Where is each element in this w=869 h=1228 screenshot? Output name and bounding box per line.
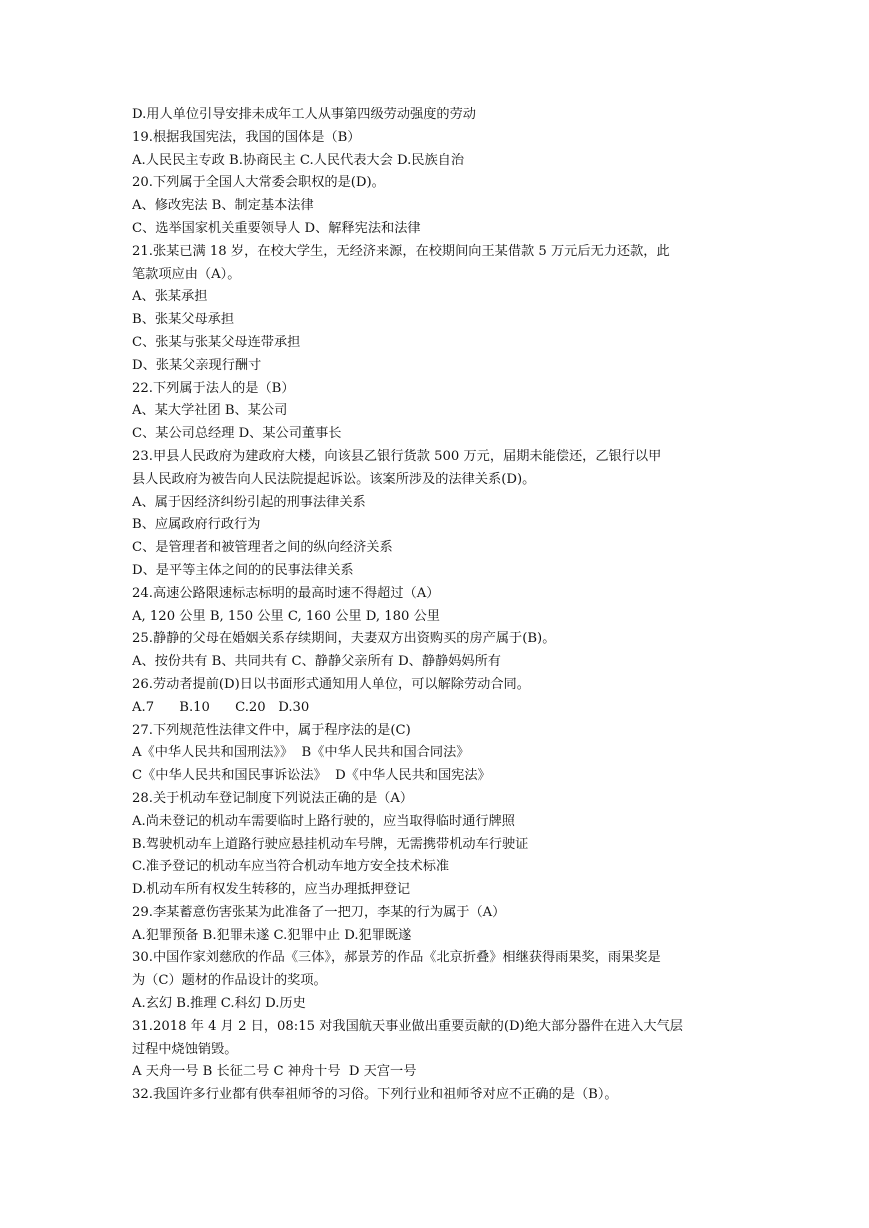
- question-30: 30.中国作家刘慈欣的作品《三体》，郝景芳的作品《北京折叠》相继获得雨果奖，雨果奖是: [132, 950, 661, 966]
- question-27-options-cd: C《中华人民共和国民事诉讼法》 D《中华人民共和国宪法》: [132, 768, 491, 784]
- question-21-option-b: B、张某父母承担: [132, 312, 235, 328]
- question-22-options-ab: A、某大学社团 B、某公司: [132, 403, 288, 419]
- question-25: 25.静静的父母在婚姻关系存续期间，夫妻双方出资购买的房产属于(B)。: [132, 631, 556, 647]
- question-23-option-c: C、是管理者和被管理者之间的纵向经济关系: [132, 540, 393, 556]
- question-27-options-ab: A《中华人民共和国刑法》》 B《中华人民共和国合同法》: [132, 745, 470, 761]
- question-19-options: A.人民民主专政 B.协商民主 C.人民代表大会 D.民族自治: [132, 152, 465, 168]
- question-27: 27.下列规范性法律文件中，属于程序法的是(C): [132, 722, 411, 738]
- question-25-options: A、按份共有 B、共同共有 C、静静父亲所有 D、静静妈妈所有: [132, 654, 501, 670]
- question-26: 26.劳动者提前(D)日以书面形式通知用人单位，可以解除劳动合同。: [132, 676, 530, 692]
- question-28-option-d: D.机动车所有权发生转移的，应当办理抵押登记: [132, 882, 411, 898]
- question-29: 29.李某蓄意伤害张某为此准备了一把刀，李某的行为属于（A）: [132, 904, 506, 920]
- question-22-options-cd: C、某公司总经理 D、某公司董事长: [132, 426, 342, 442]
- question-23: 23.甲县人民政府为建政府大楼，向该县乙银行货款 500 万元，届期未能偿还，乙银行以甲: [132, 448, 662, 464]
- text-line-d-option: D.用人单位引导安排未成年工人从事第四级劳动强度的劳动: [132, 107, 476, 122]
- question-19: 19.根据我国宪法，我国的国体是（B）: [132, 129, 361, 145]
- question-20: 20.下列属于全国人大常委会职权的是(D)。: [132, 175, 385, 191]
- question-31: 31.2018 年 4 月 2 日，08:15 对我国航天事业做出重要贡献的(D)绝大部分器件在进入大气层: [132, 1018, 683, 1034]
- question-20-options-cd: C、选举国家机关重要领导人 D、解释宪法和法律: [132, 220, 421, 236]
- question-21-option-a: A、张某承担: [132, 289, 208, 305]
- question-29-options: A.犯罪预备 B.犯罪未遂 C.犯罪中止 D.犯罪既遂: [132, 927, 412, 943]
- question-24-options: A, 120 公里 B, 150 公里 C, 160 公里 D, 180 公里: [132, 608, 440, 624]
- document-body: [132, 104, 744, 1107]
- question-21-option-d: D、张某父亲现行酬寸: [132, 357, 262, 373]
- question-23-cont: 县人民政府为被告向人民法院提起诉讼。该案所涉及的法律关系(D)。: [132, 471, 536, 487]
- question-24: 24.高速公路限速标志标明的最高时速不得超过（A）: [132, 585, 440, 601]
- question-23-option-d: D、是平等主体之间的的民事法律关系: [132, 562, 354, 578]
- question-31-cont: 过程中烧蚀销毁。: [132, 1041, 238, 1057]
- question-28: 28.关于机动车登记制度下列说法正确的是（A）: [132, 790, 414, 806]
- question-23-option-b: B、应属政府行政行为: [132, 517, 261, 533]
- question-21: 21.张某已满 18 岁，在校大学生，无经济来源，在校期间向王某借款 5 万元后无力还款，此: [132, 243, 670, 259]
- question-31-options: A 天舟一号 B 长征二号 C 神舟十号 D 天宫一号: [132, 1064, 417, 1080]
- question-30-options: A.玄幻 B.推理 C.科幻 D.历史: [132, 996, 306, 1012]
- question-21-cont: 笔款项应由（A）。: [132, 266, 241, 282]
- question-30-cont: 为（C）题材的作品设计的奖项。: [132, 973, 327, 989]
- question-26-options: A.7 B.10 C.20 D.30: [132, 699, 310, 715]
- question-21-option-c: C、张某与张某父母连带承担: [132, 334, 301, 350]
- question-28-option-a: A.尚未登记的机动车需要临时上路行驶的，应当取得临时通行牌照: [132, 813, 515, 829]
- question-23-option-a: A、属于因经济纠纷引起的刑事法律关系: [132, 494, 366, 510]
- question-22: 22.下列属于法人的是（B）: [132, 380, 295, 396]
- question-28-option-b: B.驾驶机动车上道路行驶应悬挂机动车号牌，无需携带机动车行驶证: [132, 836, 529, 852]
- question-28-option-c: C.准予登记的机动车应当符合机动车地方安全技术标准: [132, 859, 450, 875]
- question-32: 32.我国许多行业都有供奉祖师爷的习俗。下列行业和祖师爷对应不正确的是（B）。: [132, 1087, 618, 1103]
- question-20-options-ab: A、修改宪法 B、制定基本法律: [132, 198, 314, 214]
